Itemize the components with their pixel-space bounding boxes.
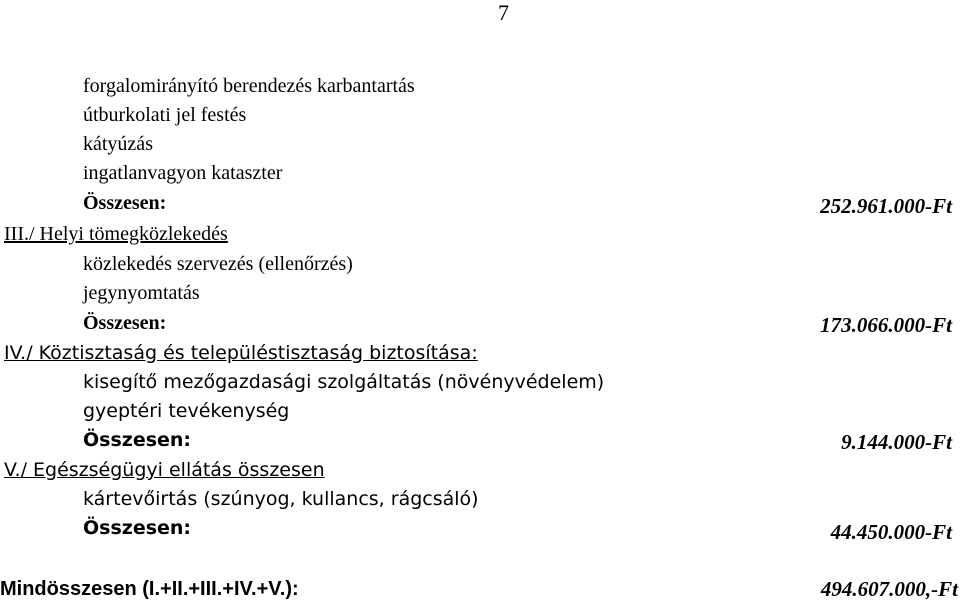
section-total-label: Összesen: — [83, 429, 192, 451]
list-item: jegynyomtatás — [83, 282, 200, 304]
grand-total-amount: 494.607.000,-Ft — [820, 577, 958, 601]
section-total-amount: 252.961.000-Ft — [820, 194, 952, 218]
section-heading — [4, 341, 478, 365]
list-item: kátyúzás — [83, 133, 153, 155]
list-item: útburkolati jel festés — [83, 104, 247, 126]
section-total-amount: 173.066.000-Ft — [820, 313, 952, 337]
list-item: forgalomirányító berendezés karbantartás — [83, 75, 415, 97]
section-heading-text: IV./ Köztisztaság és településtisztaság biztosítása: — [4, 342, 478, 364]
list-item: ingatlanvagyon kataszter — [83, 162, 283, 184]
section-heading — [4, 458, 325, 482]
section-total-amount: 9.144.000-Ft — [841, 430, 952, 454]
section-total-label: Összesen: — [83, 517, 192, 539]
list-item: közlekedés szervezés (ellenőrzés) — [83, 253, 353, 275]
section-total-label: Összesen: — [83, 312, 167, 334]
section-heading-text: III./ Helyi tömegközlekedés — [4, 223, 228, 245]
page-number: 7 — [498, 0, 509, 25]
section-heading — [4, 222, 228, 246]
section-heading-text: V./ Egészségügyi ellátás összesen — [4, 459, 325, 481]
list-item: kisegítő mezőgazdasági szolgáltatás (növényvédelem) — [83, 371, 605, 393]
list-item: gyeptéri tevékenység — [83, 400, 290, 422]
list-item: kártevőirtás (szúnyog, kullancs, rágcsáló) — [83, 488, 479, 510]
section-total-amount: 44.450.000-Ft — [830, 520, 952, 544]
section-total-label: Összesen: — [83, 192, 167, 214]
grand-total-label: Mindösszesen (I.+II.+III.+IV.+V.): — [0, 578, 299, 600]
